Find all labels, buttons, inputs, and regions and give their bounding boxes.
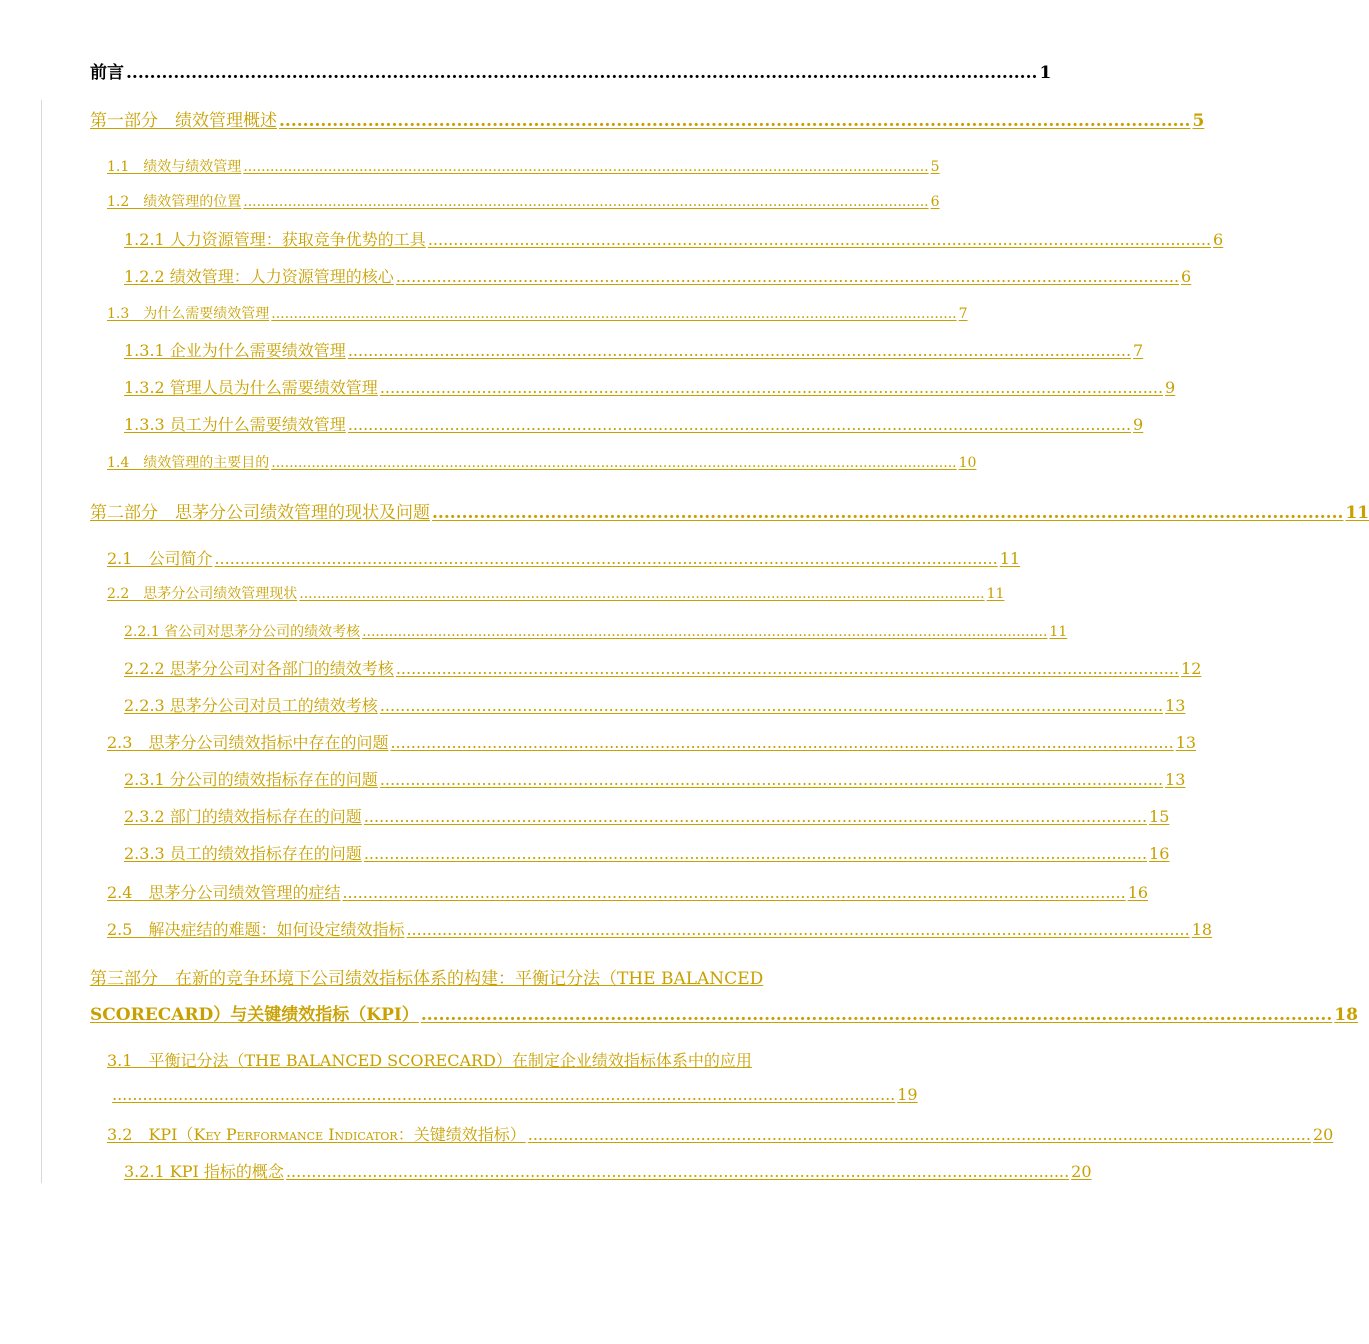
toc-entry-3-1[interactable] (110, 1085, 918, 1104)
toc-page: 18 (1334, 1005, 1358, 1025)
leader-dots: .......................................................................................................................................................... (395, 267, 1180, 286)
toc-entry-2-3-3[interactable] (124, 841, 1170, 864)
toc-page: 5 (930, 159, 940, 175)
leader-dots: .......................................................................................................................................................... (243, 159, 929, 175)
toc-label: 2.1 公司简介 (107, 549, 213, 568)
toc-label: 2.3 思茅分公司绩效指标中存在的问题 (107, 733, 389, 752)
toc-page: 13 (1165, 770, 1186, 789)
toc-entry-2-3[interactable] (107, 730, 1197, 753)
toc-label: 1.1 绩效与绩效管理 (107, 159, 242, 175)
toc-entry-part1[interactable] (90, 106, 1205, 131)
toc-label: 第二部分 思茅分公司绩效管理的现状及问题 (90, 503, 430, 523)
toc-page: 18 (1191, 920, 1213, 939)
leader-dots: .......................................................................................................................................................... (347, 341, 1132, 360)
toc-page: 9 (1165, 378, 1176, 397)
toc-entry-1-4[interactable] (107, 452, 977, 472)
toc-label: 前言 (90, 63, 124, 83)
toc-page: 6 (930, 194, 940, 210)
toc-entry-1-3-3[interactable] (124, 412, 1144, 435)
leader-dots: .......................................................................................................................................................... (342, 883, 1126, 902)
toc-entry-2-2-2[interactable] (124, 656, 1202, 679)
toc-page: 20 (1312, 1125, 1334, 1144)
toc-entry-part2[interactable] (90, 498, 1369, 523)
toc-page: 15 (1149, 807, 1170, 826)
toc-entry-2-3-1[interactable] (124, 767, 1186, 790)
leader-dots: .......................................................................................................................................................... (126, 63, 1038, 83)
toc-page: 7 (958, 306, 968, 322)
toc-entry-2-2-1[interactable] (124, 621, 1068, 641)
toc-entry-3-1-line1[interactable] (107, 1048, 752, 1071)
toc-entry-2-2-3[interactable] (124, 693, 1186, 716)
toc-page: 19 (897, 1085, 918, 1104)
toc-entry-part3-line1[interactable] (90, 964, 763, 989)
toc-label: 1.2 绩效管理的位置 (107, 194, 242, 210)
toc-label: 2.2 思茅分公司绩效管理现状 (107, 586, 298, 602)
toc-label: 1.2.1 人力资源管理：获取竞争优势的工具 (124, 230, 426, 249)
toc-label: SCORECARD）与关键绩效指标（KPI） (90, 1005, 419, 1025)
toc-entry-1-2-1[interactable] (124, 227, 1224, 250)
toc-entry-2-3-2[interactable] (124, 804, 1170, 827)
toc-label: 2.5 解决症结的难题：如何设定绩效指标 (107, 920, 405, 939)
toc-label: 1.3.1 企业为什么需要绩效管理 (124, 341, 346, 360)
toc-page: 20 (1071, 1162, 1092, 1181)
toc-entry-part3[interactable] (90, 1000, 1358, 1025)
leader-dots: .......................................................................................................................................................... (285, 1162, 1070, 1181)
toc-page: 13 (1175, 733, 1197, 752)
toc-label: 1.2.2 绩效管理：人力资源管理的核心 (124, 267, 394, 286)
toc-page: 11 (1345, 503, 1369, 523)
toc-page: 1 (1039, 63, 1052, 83)
toc-label: 1.3.2 管理人员为什么需要绩效管理 (124, 378, 378, 397)
toc-label: 2.4 思茅分公司绩效管理的症结 (107, 883, 341, 902)
leader-dots: .......................................................................................................................................................... (406, 920, 1190, 939)
leader-dots: .......................................................................................................................................................... (362, 624, 1048, 640)
toc-entry-2-2[interactable] (107, 583, 1005, 603)
toc-page: 16 (1149, 844, 1170, 863)
toc-page: 10 (958, 455, 977, 471)
toc-page: 6 (1181, 267, 1192, 286)
leader-dots: .......................................................................................................................................................... (347, 415, 1132, 434)
margin-rule (41, 100, 42, 1183)
toc-entry-2-5[interactable] (107, 917, 1213, 940)
toc-label: 2.2.1 省公司对思茅分公司的绩效考核 (124, 624, 361, 640)
leader-dots: .......................................................................................................................................................... (271, 455, 957, 471)
toc-entry-1-3-2[interactable] (124, 375, 1176, 398)
leader-dots: .......................................................................................................................................................... (363, 844, 1148, 863)
toc-entry-2-1[interactable] (107, 546, 1021, 569)
toc-label: 2.3.2 部门的绩效指标存在的问题 (124, 807, 362, 826)
toc-label: 1.3.3 员工为什么需要绩效管理 (124, 415, 346, 434)
toc-page: 13 (1165, 696, 1186, 715)
leader-dots: .......................................................................................................................................................... (432, 503, 1344, 523)
leader-dots: .......................................................................................................................................................... (395, 659, 1180, 678)
toc-entry-2-4[interactable] (107, 880, 1149, 903)
leader-dots: .......................................................................................................................................................... (379, 696, 1164, 715)
toc-page: 11 (1049, 624, 1068, 640)
toc-page: 11 (999, 549, 1021, 568)
leader-dots: .......................................................................................................................................................... (112, 1085, 896, 1104)
toc-entry-preface[interactable] (90, 58, 1052, 83)
toc-page: 11 (986, 586, 1005, 602)
toc-label: 2.2.3 思茅分公司对员工的绩效考核 (124, 696, 378, 715)
toc-label: 2.3.3 员工的绩效指标存在的问题 (124, 844, 362, 863)
leader-dots: .......................................................................................................................................................... (420, 1005, 1333, 1025)
toc-page: 6 (1213, 230, 1224, 249)
toc-label: 3.1 平衡记分法（THE BALANCED SCORECARD）在制定企业绩效指标体系中的应用 (107, 1051, 752, 1070)
leader-dots: .......................................................................................................................................................... (363, 807, 1148, 826)
toc-label: 2.2.2 思茅分公司对各部门的绩效考核 (124, 659, 394, 678)
toc-entry-1-1[interactable] (107, 156, 940, 176)
toc-entry-1-2-2[interactable] (124, 264, 1192, 287)
toc-entry-1-2[interactable] (107, 191, 940, 211)
leader-dots: .......................................................................................................................................................... (271, 306, 957, 322)
leader-dots: .......................................................................................................................................................... (299, 586, 985, 602)
toc-page: 12 (1181, 659, 1202, 678)
leader-dots: .......................................................................................................................................................... (243, 194, 929, 210)
leader-dots: .......................................................................................................................................................... (379, 378, 1164, 397)
toc-label: 第一部分 绩效管理概述 (90, 111, 277, 131)
toc-entry-1-3[interactable] (107, 303, 968, 323)
leader-dots: .......................................................................................................................................................... (379, 770, 1164, 789)
toc-label: 3.2.1 KPI 指标的概念 (124, 1162, 284, 1181)
leader-dots: .......................................................................................................................................................... (527, 1125, 1311, 1144)
toc-label: 2.3.1 分公司的绩效指标存在的问题 (124, 770, 378, 789)
toc-entry-1-3-1[interactable] (124, 338, 1144, 361)
leader-dots: .......................................................................................................................................................... (427, 230, 1212, 249)
leader-dots: .......................................................................................................................................................... (390, 733, 1174, 752)
toc-page: 7 (1133, 341, 1144, 360)
toc-label: 3.2 KPI（Key Performance Indicator：关键绩效指标） (107, 1125, 526, 1144)
toc-label: 1.3 为什么需要绩效管理 (107, 306, 270, 322)
toc-page: 9 (1133, 415, 1144, 434)
leader-dots: .......................................................................................................................................................... (214, 549, 998, 568)
toc-label: 1.4 绩效管理的主要目的 (107, 455, 270, 471)
toc-page: 16 (1127, 883, 1149, 902)
toc-entry-3-2[interactable] (107, 1122, 1334, 1145)
toc-page: 5 (1192, 111, 1205, 131)
toc-entry-3-2-1[interactable] (124, 1159, 1092, 1182)
leader-dots: .......................................................................................................................................................... (279, 111, 1191, 131)
toc-label: 第三部分 在新的竞争环境下公司绩效指标体系的构建：平衡记分法（THE BALANCED (90, 969, 764, 989)
